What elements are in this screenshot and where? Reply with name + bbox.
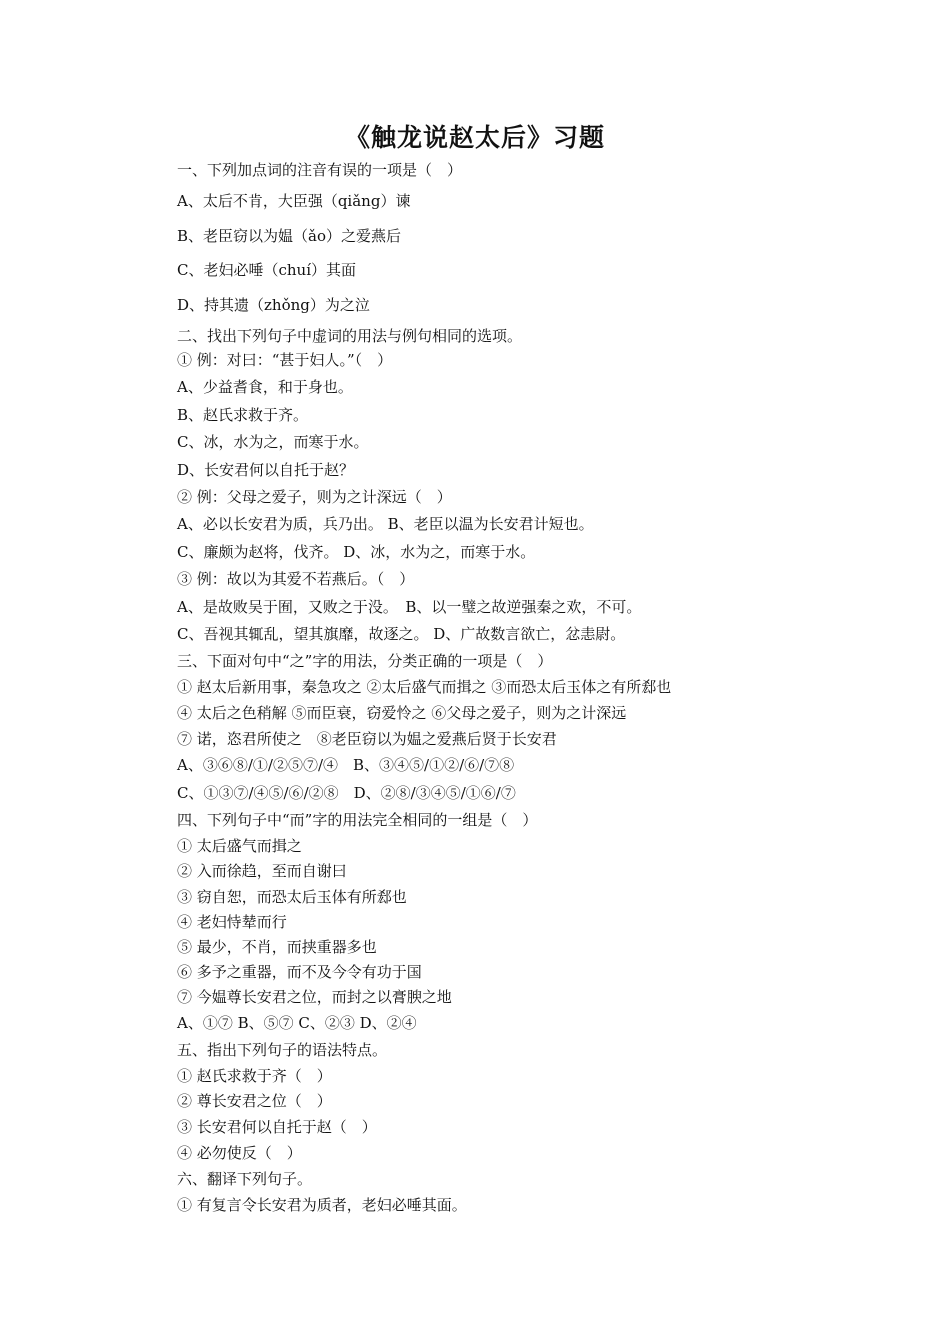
item-line: ① 赵太后新用事，秦急攻之 ②太后盛气而揖之 ③而恐太后玉体之有所郄也 xyxy=(177,678,672,696)
page-title: 《触龙说赵太后》习题 xyxy=(344,123,605,152)
item-line: ⑤ 最少，不肖，而挟重器多也 xyxy=(177,938,377,956)
question-line: ③ 例：故以为其爱不若燕后。（ ） xyxy=(177,570,415,588)
item-line: ② 尊长安君之位（ ） xyxy=(177,1092,332,1110)
item-line: ① 有复言令长安君为质者，老妇必唾其面。 xyxy=(177,1196,467,1214)
option-line: B、老臣窃以为媪（ǎo）之爱燕后 xyxy=(177,227,401,245)
section-heading-2: 二、找出下列句子中虚词的用法与例句相同的选项。 xyxy=(177,327,523,345)
section-heading-4: 四、下列句子中“而”字的用法完全相同的一组是（ ） xyxy=(177,811,538,829)
item-line: ⑦ 诺，恣君所使之 ⑧老臣窃以为媪之爱燕后贤于长安君 xyxy=(177,730,557,748)
question-line: ① 例：对曰：“甚于妇人。”（ ） xyxy=(177,351,393,369)
option-line: A、是故败吴于囿，又败之于没。 B、以一璧之故逆强秦之欢，不可。 xyxy=(177,598,642,616)
item-line: ① 太后盛气而揖之 xyxy=(177,837,302,855)
option-line: C、冰，水为之，而寒于水。 xyxy=(177,433,369,451)
question-line: ② 例：父母之爱子，则为之计深远（ ） xyxy=(177,488,452,506)
item-line: ⑥ 多予之重器，而不及今令有功于国 xyxy=(177,963,422,981)
option-line: D、长安君何以自托于赵？ xyxy=(177,461,355,479)
option-line: C、廉颇为赵将，伐齐。 D、冰，水为之，而寒于水。 xyxy=(177,543,536,561)
section-heading-1: 一、下列加点词的注音有误的一项是（ ） xyxy=(177,161,463,179)
option-line: A、③⑥⑧/①/②⑤⑦/④ B、③④⑤/①②/⑥/⑦⑧ xyxy=(177,756,515,774)
option-line: A、少益耆食，和于身也。 xyxy=(177,378,353,396)
item-line: ⑦ 今媪尊长安君之位，而封之以膏腴之地 xyxy=(177,988,452,1006)
option-line: C、老妇必唾（chuí）其面 xyxy=(177,261,356,279)
section-heading-5: 五、指出下列句子的语法特点。 xyxy=(177,1041,388,1059)
section-heading-6: 六、翻译下列句子。 xyxy=(177,1170,313,1188)
item-line: ④ 必勿使反（ ） xyxy=(177,1144,302,1162)
item-line: ③ 长安君何以自托于赵（ ） xyxy=(177,1118,377,1136)
option-line: A、必以长安君为质，兵乃出。 B、老臣以温为长安君计短也。 xyxy=(177,515,594,533)
item-line: ② 入而徐趋，至而自谢曰 xyxy=(177,862,347,880)
item-line: ① 赵氏求救于齐（ ） xyxy=(177,1067,332,1085)
item-line: ③ 窃自恕，而恐太后玉体有所郄也 xyxy=(177,888,407,906)
option-line: D、持其遗（zhǒng）为之泣 xyxy=(177,296,370,314)
option-line: B、赵氏求救于齐。 xyxy=(177,406,309,424)
option-line: A、①⑦ B、⑤⑦ C、②③ D、②④ xyxy=(177,1014,417,1032)
item-line: ④ 老妇恃辇而行 xyxy=(177,913,287,931)
option-line: C、①③⑦/④⑤/⑥/②⑧ D、②⑧/③④⑤/①⑥/⑦ xyxy=(177,784,516,802)
option-line: A、太后不肯，大臣强（qiǎng）谏 xyxy=(177,192,411,210)
section-heading-3: 三、下面对句中“之”字的用法，分类正确的一项是（ ） xyxy=(177,652,553,670)
item-line: ④ 太后之色稍解 ⑤而臣衰，窃爱怜之 ⑥父母之爱子，则为之计深远 xyxy=(177,704,627,722)
option-line: C、吾视其辄乱，望其旗靡，故逐之。 D、广故数言欲亡，忿恚尉。 xyxy=(177,625,626,643)
